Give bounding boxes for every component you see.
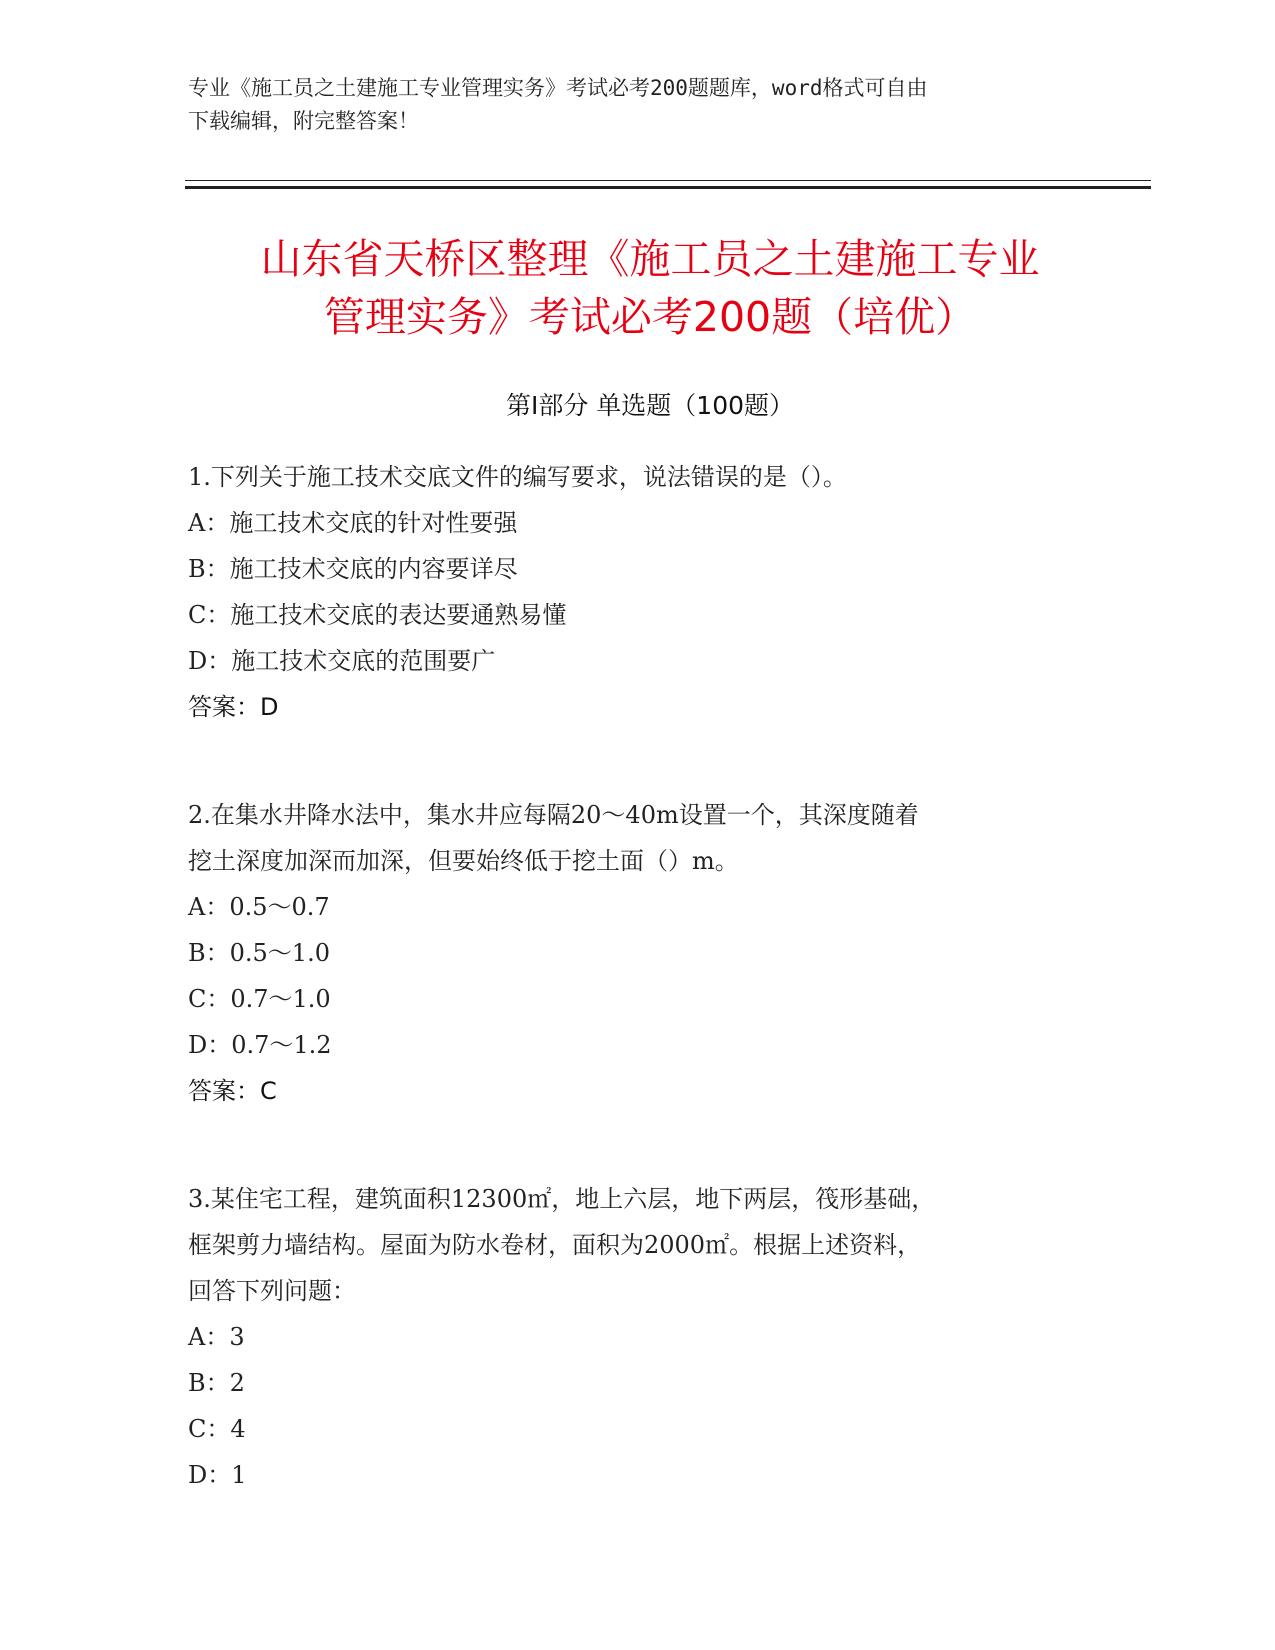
option-c: C：施工技术交底的表达要通熟易懂	[188, 601, 567, 629]
option-b: B：施工技术交底的内容要详尽	[188, 555, 518, 583]
option-d: D：1	[188, 1461, 247, 1489]
answer: 答案：C	[188, 1077, 277, 1105]
option-c: C：0.7～1.0	[188, 985, 331, 1013]
option-b: B：0.5～1.0	[188, 939, 330, 967]
section-heading: 第Ⅰ部分 单选题（100题）	[505, 391, 795, 420]
option-b: B：2	[188, 1369, 245, 1397]
question-1	[188, 454, 1088, 730]
question-2	[188, 792, 1088, 1114]
option-a: A：施工技术交底的针对性要强	[188, 509, 518, 537]
header-divider-thick	[185, 186, 1151, 189]
option-d: D：施工技术交底的范围要广	[188, 647, 496, 675]
option-c: C：4	[188, 1415, 246, 1443]
option-a: A：0.5～0.7	[188, 893, 330, 921]
title-line: 管理实务》考试必考200题（培优）	[323, 293, 977, 341]
question-text: 挖土深度加深而加深，但要始终低于挖土面（）m。	[188, 847, 739, 875]
intro-text	[188, 72, 1088, 138]
question-text: 框架剪力墙结构。屋面为防水卷材，面积为2000㎡。根据上述资料，	[188, 1231, 922, 1259]
title-line: 山东省天桥区整理《施工员之土建施工专业	[260, 235, 1040, 283]
intro-line: 下载编辑，附完整答案！	[188, 109, 419, 133]
intro-line: 专业《施工员之土建施工专业管理实务》考试必考200题题库，word格式可自由	[188, 76, 928, 100]
answer: 答案：D	[188, 693, 279, 721]
question-text: 1.下列关于施工技术交底文件的编写要求，说法错误的是（）。	[188, 463, 847, 491]
question-3	[188, 1176, 1088, 1498]
header-divider-thin	[185, 180, 1151, 181]
document-title	[150, 230, 1150, 346]
question-text: 2.在集水井降水法中，集水井应每隔20～40m设置一个，其深度随着	[188, 801, 919, 829]
question-text: 3.某住宅工程，建筑面积12300㎡，地上六层，地下两层，筏形基础，	[188, 1185, 936, 1213]
question-text: 回答下列问题：	[188, 1277, 356, 1305]
option-d: D：0.7～1.2	[188, 1031, 332, 1059]
option-a: A：3	[188, 1323, 245, 1351]
